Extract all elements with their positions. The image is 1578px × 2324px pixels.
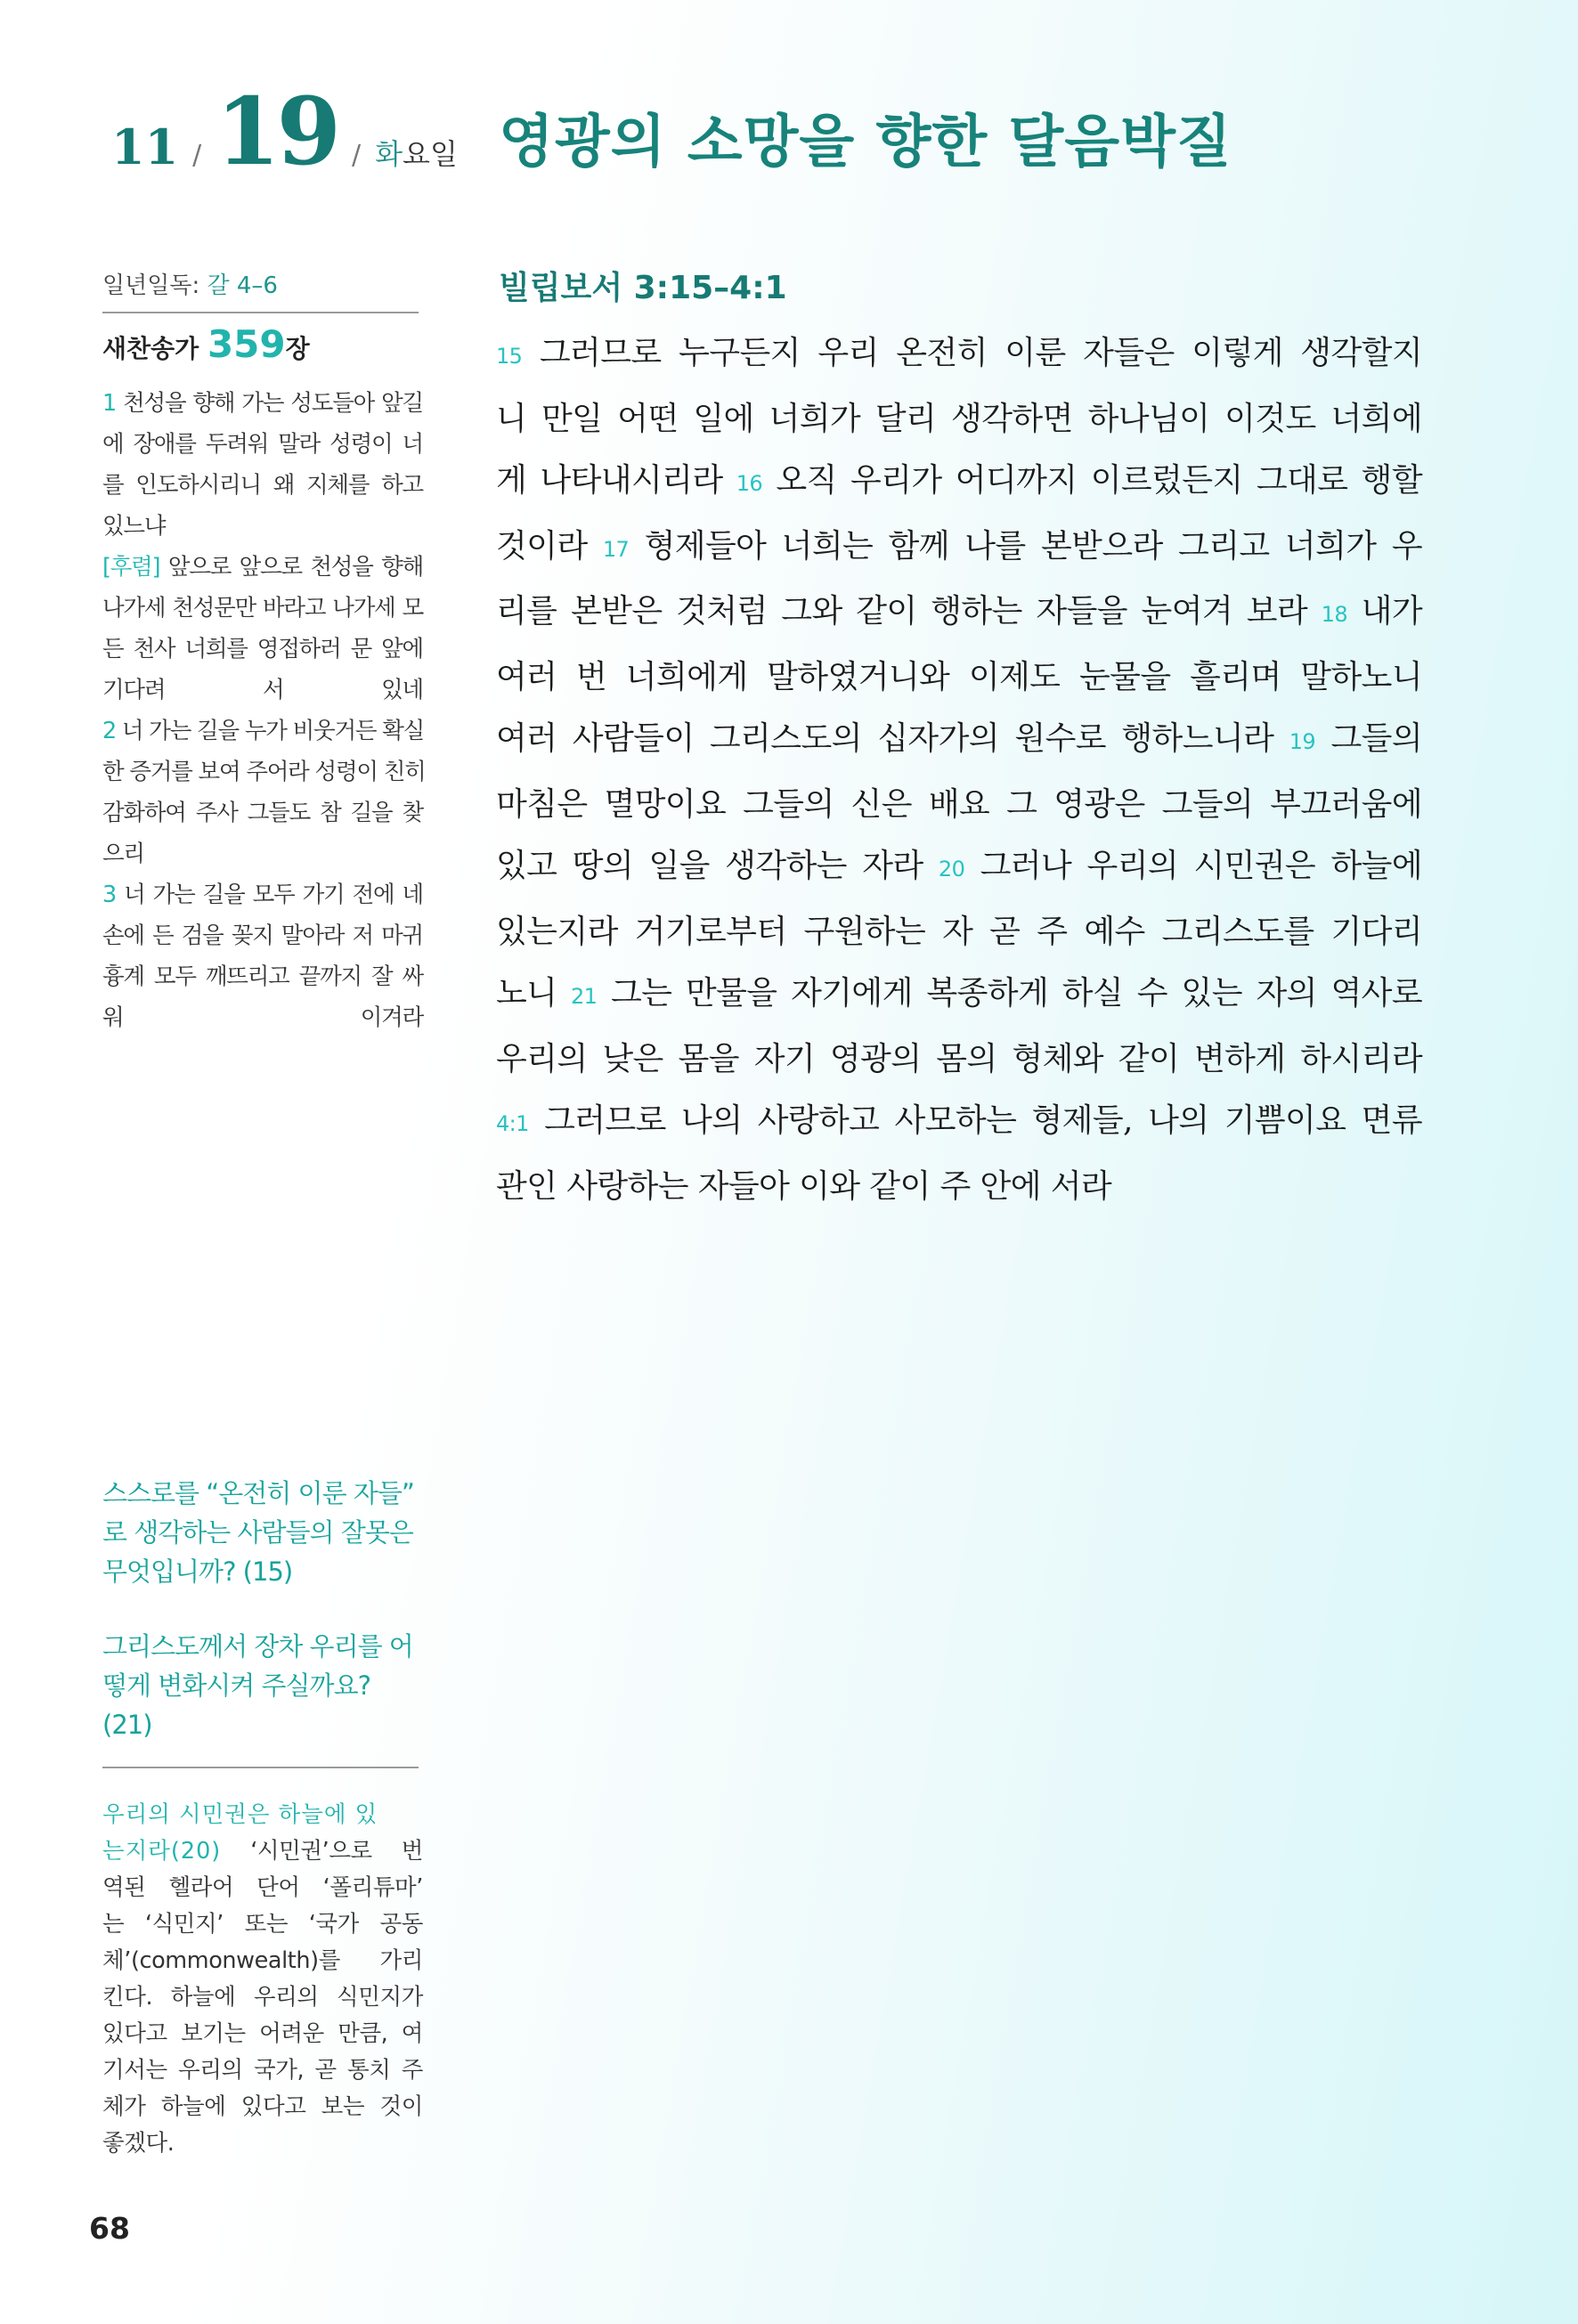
question-line: 떻게 변화시켜 주실까요? (21) [102, 1670, 370, 1740]
study-note [102, 1797, 423, 2162]
hymn-line-text: 워 이겨라 [102, 1004, 423, 1031]
hymn-line [102, 915, 423, 956]
hymn-line [102, 670, 423, 711]
note-line [102, 1870, 423, 1906]
note-line [102, 2089, 423, 2125]
hymn-line [102, 956, 423, 997]
hymn-line-text: 앞으로 앞으로 천성을 향해 [159, 554, 423, 581]
question-line: 무엇입니까? (15) [102, 1556, 293, 1587]
scripture-line [496, 708, 1422, 774]
hymn-line [102, 465, 423, 506]
question-line: 로 생각하는 사람들의 잘못은 [102, 1517, 413, 1548]
verse-number: 19 [1289, 729, 1316, 754]
page-number: 68 [89, 2211, 130, 2246]
hymn-heading [102, 322, 310, 366]
verse-number: 15 [496, 344, 523, 369]
verse-text: 관인 사랑하는 자들아 이와 같이 주 안에 서라 [496, 1167, 1112, 1205]
hymn-line [102, 997, 423, 1038]
date-day: 19 [216, 77, 338, 186]
question [102, 1627, 423, 1744]
note-text: 기서는 우리의 국가, 곧 통치 주 [102, 2057, 423, 2084]
verse-text: 그러므로 누구든지 우리 온전히 이룬 자들은 이렇게 생각할지 [522, 335, 1422, 371]
note-text: 는 ‘식민지’ 또는 ‘국가 공동 [102, 1911, 423, 1938]
scripture-line [496, 1028, 1422, 1091]
yearly-reading [102, 267, 278, 300]
verse-number: 18 [1321, 602, 1348, 627]
scripture-text [496, 322, 1422, 1217]
hymn-line [102, 752, 426, 792]
verse-text: 것이라 [496, 527, 603, 565]
hymn-line-text: 너 가는 길을 모두 가기 전에 네 [116, 882, 423, 908]
verse-text: 있는지라 거기로부터 구원하는 자 곧 주 예수 그리스도를 기다리 [496, 913, 1422, 950]
hymn-line-text: 너 가는 길을 누가 비웃거든 확실 [116, 718, 425, 744]
hymn-line [102, 588, 423, 629]
note-line [102, 2016, 423, 2052]
verse-text: 여러 번 너희에게 말하였거니와 이제도 눈물을 흘리며 말하노니 [496, 658, 1422, 695]
question-line: 스스로를 “온전히 이룬 자들” [102, 1478, 414, 1508]
hymn-verse-number: [후렴] [102, 554, 160, 581]
note-text: 체’(commonwealth)를 가리 [102, 1947, 423, 1974]
hymn-line-text: 기다려 서 있네 [102, 677, 423, 703]
note-highlight: 는지라(20) [102, 1838, 222, 1865]
scripture-line [496, 963, 1422, 1028]
date-block [111, 77, 458, 186]
hymn-line-text: 를 인도하시리니 왜 지체를 하고 [102, 472, 423, 499]
scripture-line [496, 774, 1422, 836]
date-month: 11 [111, 118, 179, 175]
verse-text: 그는 만물을 자기에게 복종하게 하실 수 있는 자의 역사로 [597, 975, 1422, 1012]
hymn-verse-number: 2 [102, 718, 117, 744]
verse-text: 형제들아 너희는 함께 나를 본받으라 그리고 너희가 우 [629, 527, 1422, 565]
note-line [102, 2125, 423, 2162]
hymn-line [102, 383, 423, 424]
date-separator: / [192, 140, 202, 171]
hymn-line-text: 에 장애를 두려워 말라 성령이 너 [102, 431, 423, 458]
weekday-accent: 화 [375, 137, 403, 171]
scripture-line [496, 835, 1422, 901]
hymn-line [102, 874, 423, 915]
verse-text: 그러나 우리의 시민권은 하늘에 [964, 848, 1422, 884]
note-text: 킨다. 하늘에 우리의 식민지가 [102, 1984, 423, 2011]
hymn-line-text: 있느냐 [102, 513, 166, 540]
scripture-line [496, 581, 1422, 646]
verse-number: 16 [736, 471, 763, 496]
sidebar-divider [102, 312, 419, 313]
hymn-line-text: 으리 [102, 841, 144, 867]
verse-number: 17 [602, 536, 630, 562]
hymn-line [102, 629, 423, 670]
note-text: ‘시민권’으로 번 [221, 1838, 423, 1865]
note-line [102, 2052, 423, 2089]
note-text: 체가 하늘에 있다고 보는 것이 [102, 2093, 423, 2120]
hymn-line-text: 나가세 천성문만 바라고 나가세 모 [102, 595, 423, 622]
hymn-line [102, 424, 423, 465]
verse-text: 그들의 [1315, 720, 1422, 757]
yearly-reading-label: 일년일독: [102, 272, 207, 299]
verse-number: 21 [570, 984, 598, 1009]
note-line [102, 1979, 423, 2016]
scripture-line [496, 1156, 1422, 1218]
hymn-line-text: 천성을 향해 가는 성도들아 앞길 [116, 390, 423, 417]
verse-text: 내가 [1347, 593, 1422, 630]
hymn-line [102, 833, 423, 874]
hymn-line-text: 한 증거를 보여 주어라 성령이 친히 [102, 759, 426, 785]
hymn-verse-number: 1 [102, 390, 117, 417]
scripture-line [496, 450, 1422, 516]
sidebar-divider [102, 1767, 419, 1768]
hymn-line [102, 711, 423, 752]
hymn-line-text: 든 천사 너희를 영접하러 문 앞에 [102, 636, 423, 662]
scripture-line [496, 388, 1422, 451]
note-text: 좋겠다. [102, 2130, 175, 2157]
verse-text: 노니 [496, 975, 571, 1012]
yearly-reading-value: 갈 4–6 [207, 272, 278, 299]
note-line [102, 1797, 423, 1833]
hymn-line-text: 감화하여 주사 그들도 참 길을 찾 [102, 800, 423, 826]
scripture-line [496, 322, 1422, 388]
note-highlight: 우리의 시민권은 하늘에 있 [102, 1801, 378, 1828]
question-line: 그리스도께서 장차 우리를 어 [102, 1631, 413, 1662]
hymn-line [102, 792, 423, 833]
verse-number: 20 [938, 857, 965, 882]
verse-text: 그러므로 나의 사랑하고 사모하는 형제들, 나의 기쁨이요 면류 [528, 1102, 1422, 1139]
verse-text: 우리의 낮은 몸을 자기 영광의 몸의 형체와 같이 변하게 하시리라 [496, 1040, 1422, 1077]
hymn-number: 359 [207, 322, 286, 366]
note-text: 역된 헬라어 단어 ‘폴리튜마’ [102, 1874, 423, 1901]
verse-text: 오직 우리가 어디까지 이르렀든지 그대로 행할 [762, 462, 1423, 499]
hymn-suffix: 장 [285, 334, 310, 363]
verse-text: 게 나타내시리라 [496, 462, 736, 499]
hymn-line-text: 흉계 모두 깨뜨리고 끝까지 잘 싸 [102, 963, 423, 990]
hymn-prefix: 새찬송가 [102, 334, 207, 363]
verse-text: 있고 땅의 일을 생각하는 자라 [496, 848, 939, 884]
verse-number: 4:1 [496, 1111, 529, 1136]
verse-text: 니 만일 어떤 일에 너희가 달리 생각하면 하나님이 이것도 너희에 [496, 400, 1422, 437]
note-text: 있다고 보기는 어려운 만큼, 여 [102, 2020, 423, 2047]
scripture-line [496, 516, 1422, 581]
verse-text: 마침은 멸망이요 그들의 신은 배요 그 영광은 그들의 부끄러움에 [496, 785, 1422, 823]
scripture-line [496, 1090, 1422, 1156]
date-separator: / [352, 140, 362, 171]
hymn-verse-number: 3 [102, 882, 117, 908]
verse-text: 여러 사람들이 그리스도의 십자가의 원수로 행하느니라 [496, 720, 1289, 757]
note-line [102, 1943, 423, 1979]
hymn-line [102, 547, 423, 588]
page-title: 영광의 소망을 향한 달음박질 [499, 109, 1232, 175]
question [102, 1474, 423, 1591]
note-line [102, 1833, 423, 1870]
hymn-line-text: 손에 든 검을 꽂지 말아라 저 마귀 [102, 922, 423, 949]
scripture-line [496, 646, 1422, 709]
passage-reference: 빌립보서 3:15–4:1 [499, 270, 787, 306]
date-weekday [375, 132, 458, 173]
hymn-line [102, 506, 423, 547]
note-line [102, 1906, 423, 1943]
hymn-lyrics [102, 383, 426, 1038]
scripture-line [496, 901, 1422, 963]
verse-text: 리를 본받은 것처럼 그와 같이 행하는 자들을 눈여겨 보라 [496, 593, 1322, 630]
weekday-rest: 요일 [403, 137, 458, 171]
reflection-questions [102, 1474, 423, 1780]
